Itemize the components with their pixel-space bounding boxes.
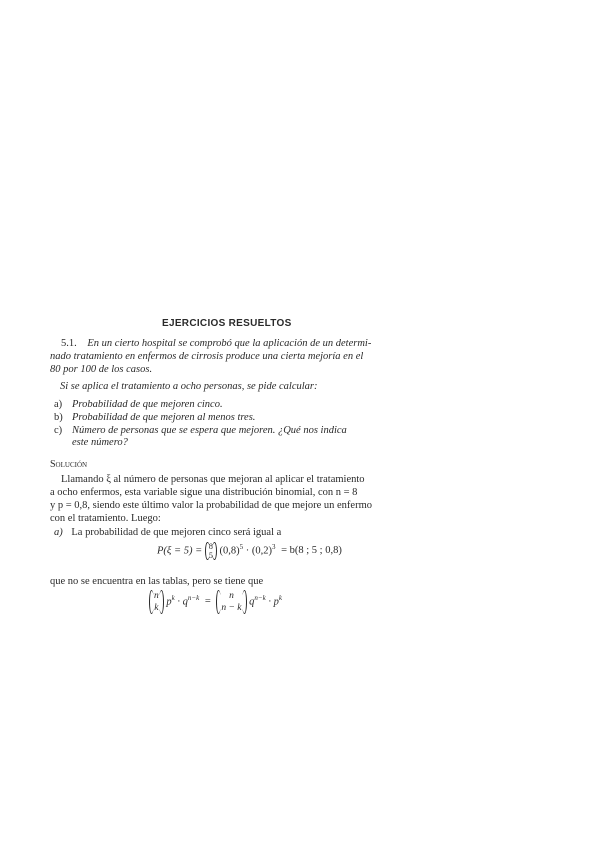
item-label: a) [54,399,63,410]
exercise-statement-line [61,337,371,350]
solution-text-line: que no se encuentra en las tablas, pero se tiene que [50,576,264,587]
exercise-statement-text: En un cierto hospital se comprobó que la aplicación de un determi- [87,338,372,349]
formula-term: p [166,596,172,608]
item-label: b) [54,412,63,423]
solution-text-line: y p = 0,8, siendo este último valor la probabilidad de que mejore un enfermo [50,500,373,511]
formula-term: · p [268,596,279,608]
item-text: Probabilidad de que mejoren al menos tres. [72,412,256,423]
exercise-number: 5.1. [61,338,77,349]
binomial-coefficient: 8 5 [205,542,217,560]
item-label: c) [54,425,63,436]
exercise-item [54,398,223,411]
exercise-statement-line: 80 por 100 de los casos. [50,364,153,375]
formula-term: q [249,596,255,608]
part-label: a) [54,527,63,538]
solution-text-line: a ocho enfermos, esta variable sigue una distribución binomial, con n = 8 [50,487,358,498]
solution-text-line: con el tratamiento. Luego: [50,513,161,524]
binomial-coefficient: n k [149,590,164,614]
exercise-statement-line: nado tratamiento en enfermos de cirrosis produce una cierta mejoría en el [50,351,364,362]
section-heading: EJERCICIOS RESUELTOS [162,318,292,329]
formula-binomial-probability: P(ξ = 5) = 8 5 $(0,8)^5 \cdot (0,2)^3 = b(8$ ; 5 ; 0,8) [157,542,342,560]
exercise-item [54,424,347,437]
solution-heading: Solución [50,459,88,470]
item-text: Probabilidad de que mejoren cinco. [72,399,223,410]
item-text: Número de personas que se espera que mejoren. ¿Qué nos indica [72,425,347,436]
exercise-request: Si se aplica el tratamiento a ocho personas, se pide calcular: [60,381,318,392]
formula-term: · q [177,596,188,608]
formula-lhs: P(ξ = 5) = [157,545,203,557]
exercise-item [54,411,256,424]
formula-identity: n k $p^k \cdot q^{n-k}$ = n n − k $q^{n-k} \cdot p^k$ [149,590,282,614]
solution-text-line: Llamando ξ al número de personas que mejoran al aplicar el tratamiento [61,474,365,485]
formula-rhs: = b(8 ; 5 ; 0,8) [281,545,342,557]
formula-equals: = [204,596,211,608]
part-text: La probabilidad de que mejoren cinco será igual a [71,527,282,538]
item-text-continued: este número? [72,437,128,448]
binomial-coefficient: n n − k [216,590,246,614]
formula-term: (0,8) [219,545,240,557]
formula-term: · (0,2) [245,545,272,557]
solution-part-a [54,526,281,539]
